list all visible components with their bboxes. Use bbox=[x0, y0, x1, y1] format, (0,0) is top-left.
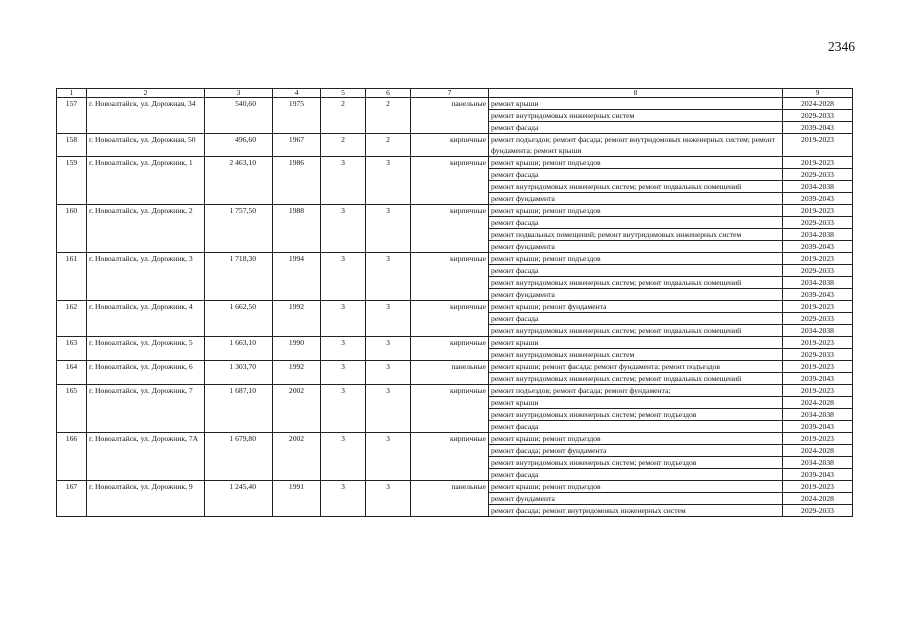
entrances-cell: 3 bbox=[366, 361, 411, 385]
work-type-cell: ремонт крыши; ремонт подъездов bbox=[489, 481, 783, 493]
table-row bbox=[57, 385, 853, 397]
year-cell: 1988 bbox=[273, 205, 321, 253]
work-type-cell: ремонт фасада bbox=[489, 122, 783, 134]
area-cell: 496,60 bbox=[205, 134, 273, 157]
year-cell: 1992 bbox=[273, 301, 321, 337]
period-cell: 2034-2038 bbox=[783, 229, 853, 241]
period-cell: 2019-2023 bbox=[783, 433, 853, 445]
period-cell: 2039-2043 bbox=[783, 289, 853, 301]
work-type-cell: ремонт подъездов; ремонт фасада; ремонт фундамента; bbox=[489, 385, 783, 397]
address-cell: г. Новоалтайск, ул. Дорожник, 4 bbox=[87, 301, 205, 337]
area-cell: 1 303,70 bbox=[205, 361, 273, 385]
work-type-cell: ремонт крыши bbox=[489, 98, 783, 110]
area-cell: 1 757,50 bbox=[205, 205, 273, 253]
work-type-cell: ремонт крыши bbox=[489, 337, 783, 349]
address-cell: г. Новоалтайск, ул. Дорожник, 5 bbox=[87, 337, 205, 361]
area-cell: 1 662,50 bbox=[205, 301, 273, 337]
table-row bbox=[57, 433, 853, 445]
address-cell: г. Новоалтайск, ул. Дорожник, 9 bbox=[87, 481, 205, 517]
period-cell: 2029-2033 bbox=[783, 169, 853, 181]
table-row bbox=[57, 253, 853, 265]
period-cell: 2034-2038 bbox=[783, 409, 853, 421]
work-type-cell: ремонт внутридомовых инженерных систем; ремонт подвальных помещений bbox=[489, 277, 783, 289]
period-cell: 2019-2023 bbox=[783, 301, 853, 313]
entrances-cell: 3 bbox=[366, 301, 411, 337]
column-header: 2 bbox=[87, 89, 205, 98]
column-header: 9 bbox=[783, 89, 853, 98]
work-type-cell: ремонт фасада bbox=[489, 217, 783, 229]
year-cell: 2002 bbox=[273, 385, 321, 433]
column-header: 3 bbox=[205, 89, 273, 98]
work-type-cell: ремонт крыши; ремонт подъездов bbox=[489, 253, 783, 265]
year-cell: 2002 bbox=[273, 433, 321, 481]
floors-cell: 3 bbox=[321, 205, 366, 253]
table-body bbox=[57, 98, 853, 517]
address-cell: г. Новоалтайск, ул. Дорожник, 3 bbox=[87, 253, 205, 301]
period-cell: 2019-2023 bbox=[783, 481, 853, 493]
wall-material-cell: кирпичные bbox=[411, 433, 489, 481]
housing-repair-table bbox=[56, 88, 853, 517]
column-header: 7 bbox=[411, 89, 489, 98]
entrances-cell: 2 bbox=[366, 98, 411, 134]
wall-material-cell: кирпичные bbox=[411, 253, 489, 301]
period-cell: 2039-2043 bbox=[783, 421, 853, 433]
column-header: 5 bbox=[321, 89, 366, 98]
row-number-cell: 161 bbox=[57, 253, 87, 301]
table-row bbox=[57, 157, 853, 169]
wall-material-cell: панельные bbox=[411, 361, 489, 385]
address-cell: г. Новоалтайск, ул. Дорожник, 2 bbox=[87, 205, 205, 253]
entrances-cell: 3 bbox=[366, 385, 411, 433]
wall-material-cell: кирпичные bbox=[411, 157, 489, 205]
period-cell: 2039-2043 bbox=[783, 469, 853, 481]
period-cell: 2039-2043 bbox=[783, 193, 853, 205]
wall-material-cell: кирпичные bbox=[411, 337, 489, 361]
column-number-header-row bbox=[57, 89, 853, 98]
entrances-cell: 3 bbox=[366, 481, 411, 517]
row-number-cell: 162 bbox=[57, 301, 87, 337]
period-cell: 2019-2023 bbox=[783, 157, 853, 169]
table-row bbox=[57, 301, 853, 313]
entrances-cell: 2 bbox=[366, 134, 411, 157]
area-cell: 1 679,80 bbox=[205, 433, 273, 481]
work-type-cell: ремонт внутридомовых инженерных систем; ремонт подъездов bbox=[489, 409, 783, 421]
year-cell: 1967 bbox=[273, 134, 321, 157]
table-row bbox=[57, 134, 853, 157]
year-cell: 1991 bbox=[273, 481, 321, 517]
row-number-cell: 159 bbox=[57, 157, 87, 205]
entrances-cell: 3 bbox=[366, 253, 411, 301]
area-cell: 1 687,10 bbox=[205, 385, 273, 433]
period-cell: 2034-2038 bbox=[783, 181, 853, 193]
entrances-cell: 3 bbox=[366, 337, 411, 361]
work-type-cell: ремонт крыши; ремонт подъездов bbox=[489, 205, 783, 217]
period-cell: 2019-2023 bbox=[783, 134, 853, 157]
row-number-cell: 160 bbox=[57, 205, 87, 253]
work-type-cell: ремонт фундамента bbox=[489, 241, 783, 253]
column-header: 4 bbox=[273, 89, 321, 98]
work-type-cell: ремонт фасада bbox=[489, 313, 783, 325]
period-cell: 2029-2033 bbox=[783, 349, 853, 361]
entrances-cell: 3 bbox=[366, 205, 411, 253]
row-number-cell: 157 bbox=[57, 98, 87, 134]
area-cell: 2 463,10 bbox=[205, 157, 273, 205]
work-type-cell: ремонт внутридомовых инженерных систем bbox=[489, 349, 783, 361]
work-type-cell: ремонт внутридомовых инженерных систем; ремонт подвальных помещений bbox=[489, 373, 783, 385]
work-type-cell: ремонт фасада; ремонт внутридомовых инженерных систем bbox=[489, 505, 783, 517]
period-cell: 2029-2033 bbox=[783, 110, 853, 122]
work-type-cell: ремонт подвальных помещений; ремонт внутридомовых инженерных систем bbox=[489, 229, 783, 241]
wall-material-cell: панельные bbox=[411, 481, 489, 517]
period-cell: 2019-2023 bbox=[783, 205, 853, 217]
period-cell: 2024-2028 bbox=[783, 493, 853, 505]
area-cell: 540,60 bbox=[205, 98, 273, 134]
floors-cell: 2 bbox=[321, 98, 366, 134]
wall-material-cell: кирпичные bbox=[411, 385, 489, 433]
wall-material-cell: кирпичные bbox=[411, 205, 489, 253]
floors-cell: 3 bbox=[321, 301, 366, 337]
work-type-cell: ремонт подъездов; ремонт фасада; ремонт внутридомовых инженерных систем; ремонт фундамента; ремонт крыши bbox=[489, 134, 783, 157]
address-cell: г. Новоалтайск, ул. Дорожник, 7А bbox=[87, 433, 205, 481]
work-type-cell: ремонт крыши; ремонт фундамента bbox=[489, 301, 783, 313]
row-number-cell: 163 bbox=[57, 337, 87, 361]
work-type-cell: ремонт крыши bbox=[489, 397, 783, 409]
work-type-cell: ремонт крыши; ремонт подъездов bbox=[489, 157, 783, 169]
address-cell: г. Новоалтайск, ул. Дорожник, 7 bbox=[87, 385, 205, 433]
year-cell: 1975 bbox=[273, 98, 321, 134]
period-cell: 2029-2033 bbox=[783, 217, 853, 229]
row-number-cell: 165 bbox=[57, 385, 87, 433]
column-header: 1 bbox=[57, 89, 87, 98]
area-cell: 1 718,30 bbox=[205, 253, 273, 301]
address-cell: г. Новоалтайск, ул. Дорожник, 1 bbox=[87, 157, 205, 205]
page-number: 2346 bbox=[828, 39, 855, 54]
period-cell: 2019-2023 bbox=[783, 253, 853, 265]
floors-cell: 3 bbox=[321, 433, 366, 481]
floors-cell: 3 bbox=[321, 337, 366, 361]
period-cell: 2024-2028 bbox=[783, 445, 853, 457]
work-type-cell: ремонт внутридомовых инженерных систем; ремонт подвальных помещений bbox=[489, 325, 783, 337]
year-cell: 1986 bbox=[273, 157, 321, 205]
address-cell: г. Новоалтайск, ул. Дорожная, 50 bbox=[87, 134, 205, 157]
work-type-cell: ремонт фасада; ремонт фундамента bbox=[489, 445, 783, 457]
floors-cell: 3 bbox=[321, 361, 366, 385]
area-cell: 1 663,10 bbox=[205, 337, 273, 361]
row-number-cell: 164 bbox=[57, 361, 87, 385]
period-cell: 2029-2033 bbox=[783, 313, 853, 325]
work-type-cell: ремонт крыши; ремонт фасада; ремонт фундамента; ремонт подъездов bbox=[489, 361, 783, 373]
period-cell: 2019-2023 bbox=[783, 361, 853, 373]
year-cell: 1992 bbox=[273, 361, 321, 385]
work-type-cell: ремонт внутридомовых инженерных систем bbox=[489, 110, 783, 122]
wall-material-cell: панельные bbox=[411, 98, 489, 134]
work-type-cell: ремонт фасада bbox=[489, 169, 783, 181]
work-type-cell: ремонт фасада bbox=[489, 265, 783, 277]
row-number-cell: 167 bbox=[57, 481, 87, 517]
address-cell: г. Новоалтайск, ул. Дорожник, 6 bbox=[87, 361, 205, 385]
work-type-cell: ремонт фасада bbox=[489, 421, 783, 433]
table-row bbox=[57, 337, 853, 349]
table-row bbox=[57, 481, 853, 493]
area-cell: 1 245,40 bbox=[205, 481, 273, 517]
wall-material-cell: кирпичные bbox=[411, 301, 489, 337]
period-cell: 2019-2023 bbox=[783, 385, 853, 397]
address-cell: г. Новоалтайск, ул. Дорожная, 34 bbox=[87, 98, 205, 134]
entrances-cell: 3 bbox=[366, 433, 411, 481]
table-row bbox=[57, 205, 853, 217]
floors-cell: 3 bbox=[321, 481, 366, 517]
period-cell: 2024-2028 bbox=[783, 397, 853, 409]
column-header: 8 bbox=[489, 89, 783, 98]
year-cell: 1994 bbox=[273, 253, 321, 301]
floors-cell: 2 bbox=[321, 134, 366, 157]
floors-cell: 3 bbox=[321, 157, 366, 205]
row-number-cell: 158 bbox=[57, 134, 87, 157]
work-type-cell: ремонт фундамента bbox=[489, 493, 783, 505]
period-cell: 2029-2033 bbox=[783, 505, 853, 517]
column-header: 6 bbox=[366, 89, 411, 98]
period-cell: 2039-2043 bbox=[783, 373, 853, 385]
wall-material-cell: кирпичные bbox=[411, 134, 489, 157]
table-row bbox=[57, 361, 853, 373]
period-cell: 2039-2043 bbox=[783, 122, 853, 134]
floors-cell: 3 bbox=[321, 385, 366, 433]
work-type-cell: ремонт фундамента bbox=[489, 193, 783, 205]
entrances-cell: 3 bbox=[366, 157, 411, 205]
work-type-cell: ремонт фасада bbox=[489, 469, 783, 481]
year-cell: 1990 bbox=[273, 337, 321, 361]
work-type-cell: ремонт внутридомовых инженерных систем; ремонт подъездов bbox=[489, 457, 783, 469]
work-type-cell: ремонт внутридомовых инженерных систем; ремонт подвальных помещений bbox=[489, 181, 783, 193]
period-cell: 2029-2033 bbox=[783, 265, 853, 277]
period-cell: 2034-2038 bbox=[783, 325, 853, 337]
floors-cell: 3 bbox=[321, 253, 366, 301]
period-cell: 2039-2043 bbox=[783, 241, 853, 253]
period-cell: 2034-2038 bbox=[783, 277, 853, 289]
row-number-cell: 166 bbox=[57, 433, 87, 481]
table-row bbox=[57, 98, 853, 110]
work-type-cell: ремонт фундамента bbox=[489, 289, 783, 301]
period-cell: 2019-2023 bbox=[783, 337, 853, 349]
work-type-cell: ремонт крыши; ремонт подъездов bbox=[489, 433, 783, 445]
period-cell: 2034-2038 bbox=[783, 457, 853, 469]
period-cell: 2024-2028 bbox=[783, 98, 853, 110]
